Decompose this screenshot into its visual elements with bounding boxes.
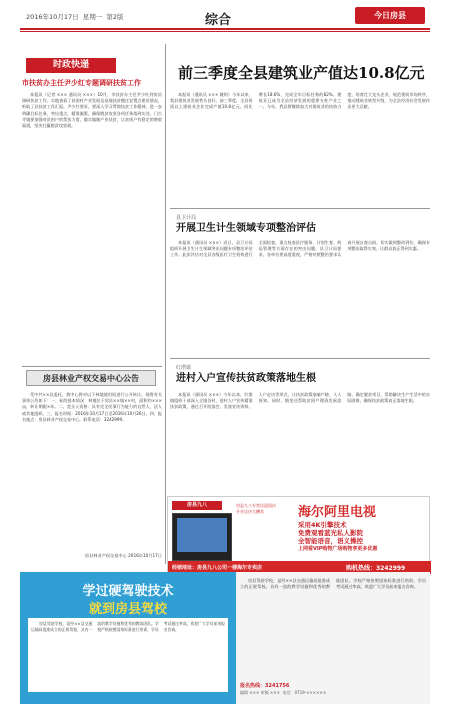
driving-ad-body-box [28, 618, 228, 692]
issue-date: 2016年10月17日 星期一 第2版 [26, 13, 124, 21]
poverty-kicker: 红塔镇 [176, 365, 192, 371]
column-rule [165, 44, 166, 564]
retailer-logo: 房县九八 [172, 501, 222, 510]
announcement-body: 受中共××县委托，我中心将对以下林地使用权进行公开转让，现将有关事项公告如下：一、标的基本情况：林地位于房县××镇××村，面积约×××亩，转让期限×年。二、竞买人资格：具有完全民事行为能力的自然人、法人或其他组织。三、报名时间：2016年10月17日至2016年10月26日。四、报名地点：房县林业产权交易中心。联系电话：3242999。 [22, 392, 162, 422]
health-headline: 开展卫生计生领域专项整治评估 [176, 223, 316, 234]
driving-ad-body: 房县驾驶学校，是经××县交通运输局批准成立的正规驾校，具有一流的教学设施和优秀的教练团队。学校严格按照国家标准进行培训，学员考试通过率高，欢迎广大学员前来报名咨询。 [31, 621, 225, 632]
poverty-headline: 进村入户宣传扶贫政策落地生根 [176, 373, 316, 384]
newspaper-logo: 今日房县 [355, 7, 425, 24]
tv-title: 海尔阿里电视 [298, 505, 377, 520]
tv-advertisement [167, 496, 430, 574]
section-divider [170, 358, 430, 359]
tv-feature-1: 采用4K引擎技术 [298, 521, 347, 529]
header-rule-thin [20, 31, 430, 32]
news-flash-body: 本报讯（记者 ××× 通讯员 ×××）10月，市扶贫办主任尹少红到房县调研扶贫工作，实地查看了贫困村产业发展及易地扶贫搬迁安置点建设情况，听取了县扶贫工作汇报。尹少红要求，要深入学习贯彻扶贫工作精神，进一步明确目标任务，突出重点，精准施策，确保脱贫攻坚各项任务落到实处。门古寺镇要加强对贫困户的帮扶力度，做实做细产业扶贫，让贫困户有稳定的增收渠道，坚决打赢脱贫攻坚战。 [22, 92, 162, 129]
news-flash-banner: 时政快递 [26, 58, 116, 73]
announcement-footer: 房县林业产权交易中心 2016年10月17日 [84, 553, 162, 558]
tv-image [172, 513, 232, 561]
poverty-body: 本报讯（通讯员 ×××）今年以来，红塔镇组织干部深入全镇各村，进村入户宣传精准扶贫政策，通过召开院落会、发放宣传资料、入户走访等形式，让扶贫政策家喻户晓、人人皆知。同时，镇里还帮助贫困户理清发展思路，确定脱贫项目，帮助解决生产生活中的实际困难，确保扶贫政策真正落地生根。 [170, 392, 430, 410]
health-body: 本报讯（通讯员 ×××）近日，县卫计局组织开展卫生计生领域突出问题专项整治评估工作。此次评估对全县各级医疗卫生机构进行全面检查，重点检查医疗服务、计划生育、药品管理等方面存在的突出问题。县卫计局要求，各单位要高度重视，严格对照整治要求认真开展自查自纠，切实做到整改到位，确保专项整治取得实效，让群众真正得到实惠。 [170, 240, 430, 258]
tv-feature-4: 上网看VIP购物广场购物享更多优惠 [298, 546, 378, 552]
tv-features [298, 521, 428, 553]
tv-feature-3: 全智能语音，语义操控 [298, 537, 363, 545]
health-kicker: 县卫计局 [176, 215, 197, 221]
section-title: 综合 [205, 13, 232, 28]
section-divider [170, 208, 430, 209]
tv-slogan: 房县九八专营店迎国庆 开业店庆大酬宾 [236, 503, 276, 514]
retailer-phone: 购机热线：3242999 [346, 565, 406, 572]
driving-school-ad [20, 572, 236, 704]
retailer-address: 经销地址：房县九八公司一楼海尔专卖店 [172, 565, 263, 571]
driving-ad-title-2: 就到房县驾校 [88, 602, 167, 617]
gdp-body: 本报讯（通讯员 ××× 姚柯）今年以来，我县建筑业发展势头良好。前三季度，全县资质以上建筑业企业完成产值10.8亿元，同比增长18.6%，完成全年目标任务的82%。建筑业已成为全县经济发展的重要支柱产业之一。今年，我县将继续加大对建筑业的扶持力度，培育壮大龙头企业，规范建筑市场秩序，推动建筑业转型升级，为全县经济社会发展作出更大贡献。 [170, 92, 430, 110]
tv-feature-2: 免费观看蓝光私人影院 [298, 529, 363, 537]
header-rule [20, 28, 430, 30]
gdp-headline: 前三季度全县建筑业产值达10.8亿元 [178, 64, 425, 82]
driving-ad-right-panel [236, 572, 430, 704]
page-header [0, 0, 450, 44]
driving-ad-phone: 报名热线：3241756 [240, 683, 290, 689]
section-divider [22, 366, 162, 367]
news-flash-headline: 市扶贫办主任尹少红专题调研扶贫工作 [22, 78, 141, 87]
announcement-banner: 房县林业产权交易中心公告 [26, 370, 156, 386]
driving-ad-title-1: 学过硬驾驶技术 [82, 584, 174, 599]
driving-ad-right-body: 房县驾驶学校，是经××县交通运输局批准成立的正规驾校，具有一流的教学设施和优秀的教练团队。学校严格按照国家标准进行培训，学员考试通过率高，欢迎广大学员前来报名咨询。 [240, 578, 426, 590]
page-contact: 编辑 ××× 审稿 ××× 电话：0719-×××××× [240, 690, 327, 695]
